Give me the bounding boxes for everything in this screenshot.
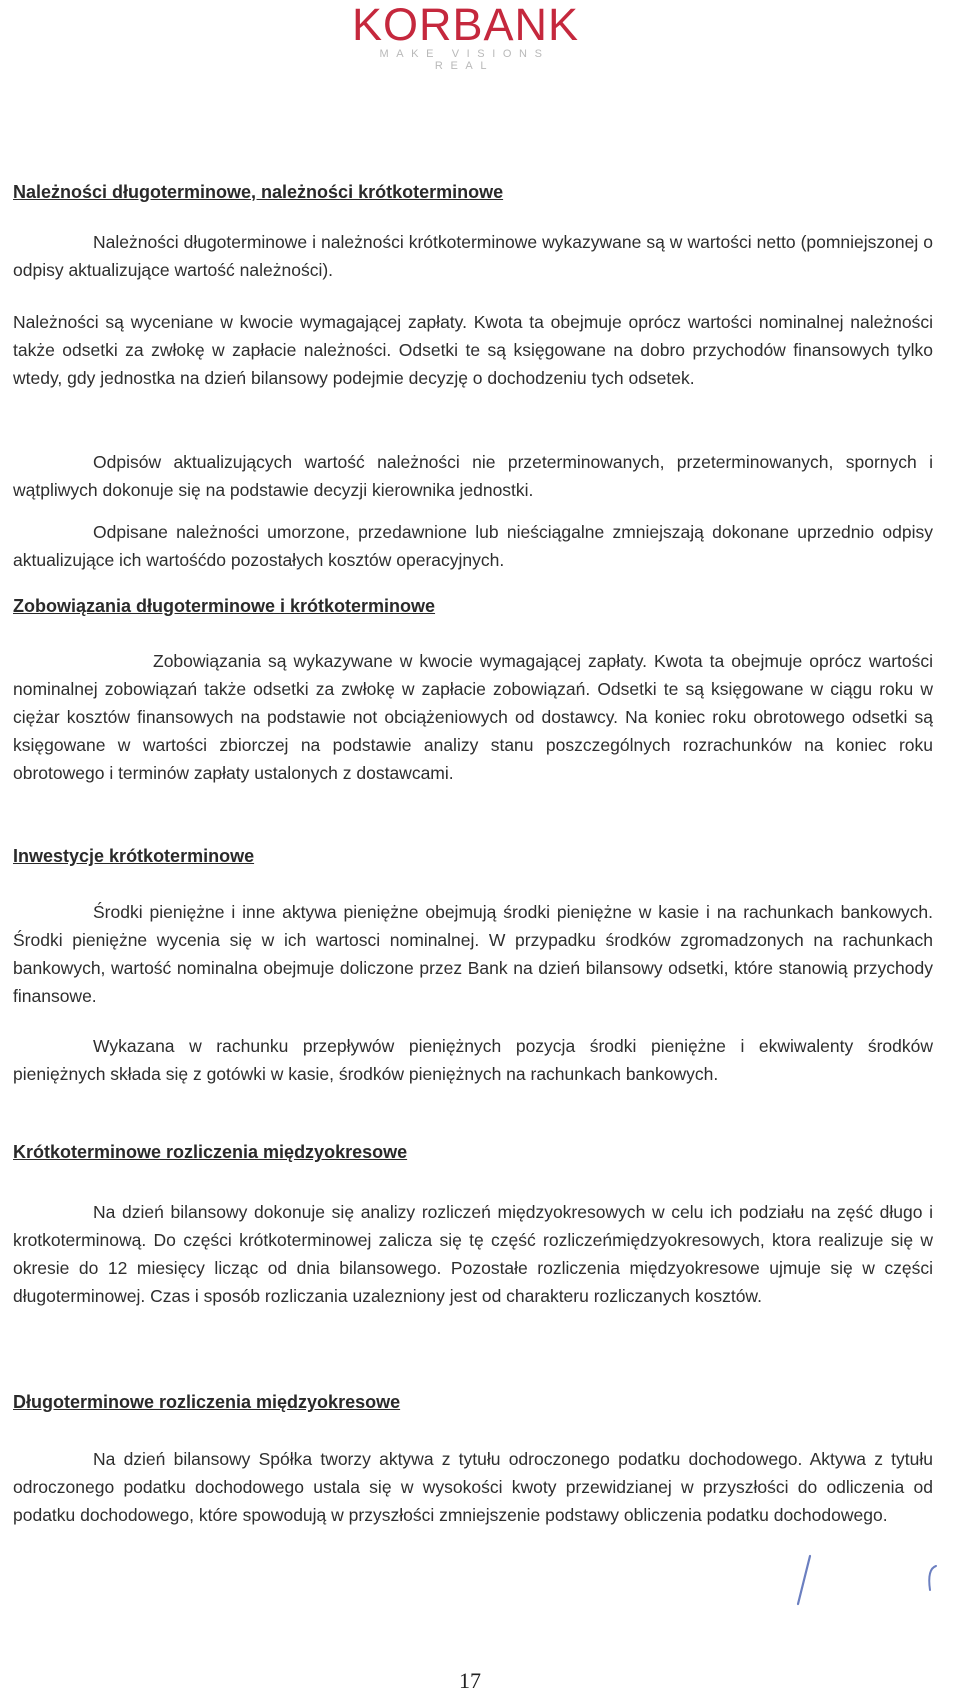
korbank-logo — [352, 0, 580, 72]
paragraph: Na dzień bilansowy Spółka tworzy aktywa z tytułu odroczonego podatku dochodowego. Aktywa z tytułu odroczonego podatku dochodowego ustala się w wysokości kwoty przewidzianej w przyszłości do odliczenia od podatku dochodowego, które spowodują w przyszłości zmniejszenie podstawy obliczenia podatku dochodowego. — [13, 1449, 933, 1525]
section-title-short-term-accruals: Krótkoterminowe rozliczenia międzyokresowe — [13, 1142, 408, 1162]
page-header — [0, 0, 960, 70]
paragraph: Wykazana w rachunku przepływów pieniężnych pozycja środki pieniężne i ekwiwalenty środków pieniężnych składa się z gotówki w kasie, środków pieniężnych na rachunkach bankowych. — [13, 1036, 933, 1084]
section-title-receivables: Należności długoterminowe, należności krótkoterminowe — [13, 182, 504, 202]
paragraph: Należności są wyceniane w kwocie wymagającej zapłaty. Kwota ta obejmuje oprócz wartości nominalnej należności także odsetki za zwłokę w zapłacie należności. Odsetki te są księgowane na dobro przychodów finansowych tylko wtedy, gdy jednostka na dzień bilansowy podejmie decyzję o dochodzeniu tych odsetek. — [13, 312, 933, 388]
paragraph: Zobowiązania są wykazywane w kwocie wymagającej zapłaty. Kwota ta obejmuje oprócz wartości nominalnej zobowiązań także odsetki za zwłokę w zapłacie zobowiązań. Odsetki te są księgowane w ciągu roku w ciężar kosztów finansowych na podstawie not obciążeniowych od dostawcy. Na koniec roku obrotowego odsetki są księgowane w wartości zbiorczej na podstawie analizy stanu poszczególnych rozrachunków na koniec roku obrotowego i terminów zapłaty ustalonych z dostawcami. — [13, 651, 933, 783]
handwritten-signature — [780, 1546, 940, 1616]
signature-mark — [929, 1566, 936, 1590]
paragraph: Odpisane należności umorzone, przedawnione lub nieściągalne zmniejszają dokonane uprzednio odpisy aktualizujące ich wartośćdo pozostałych kosztów operacyjnych. — [13, 522, 933, 570]
page-number: 17 — [459, 1668, 481, 1693]
paragraph: Odpisów aktualizujących wartość należności nie przeterminowanych, przeterminowanych, spornych i wątpliwych dokonuje się na podstawie decyzji kierownika jednostki. — [13, 452, 933, 500]
paragraph: Należności długoterminowe i należności krótkoterminowe wykazywane są w wartości netto (pomniejszonej o odpisy aktualizujące wartość należności). — [13, 232, 933, 280]
paragraph: Środki pieniężne i inne aktywa pieniężne obejmują środki pieniężne w kasie i na rachunkach bankowych. Środki pieniężne wycenia się w ich wartosci nominalnej. W przypadku środków zgromadzonych na rachunkach bankowych, wartość nominalna obejmuje doliczone przez Bank na dzień bilansowy odsetki, które stanowią przychody finansowe. — [13, 902, 933, 1006]
section-title-long-term-accruals: Długoterminowe rozliczenia międzyokresowe — [13, 1392, 401, 1412]
paragraph: Na dzień bilansowy dokonuje się analizy rozliczeń międzyokresowych w celu ich podziału na zęść długo i krotkoterminową. Do części krótkoterminowej zalicza się tę część rozliczeńmiędzyokresowych, ktora realizuje się w okresie do 12 miesięcy licząc od dnia bilansowego. Pozostałe rozliczenia międzyokresowe ujmuje się w części długoterminowej. Czas i sposób rozliczania uzalezniony jest od charakteru rozliczanych kosztów. — [13, 1202, 933, 1306]
section-title-liabilities: Zobowiązania długoterminowe i krótkoterminowe — [13, 596, 436, 616]
signature-stroke — [798, 1556, 810, 1604]
logo-wordmark: KORBANK — [352, 0, 580, 50]
logo-tagline: MAKE VISIONS REAL — [379, 48, 550, 72]
section-title-short-term-investments: Inwestycje krótkoterminowe — [13, 846, 255, 866]
